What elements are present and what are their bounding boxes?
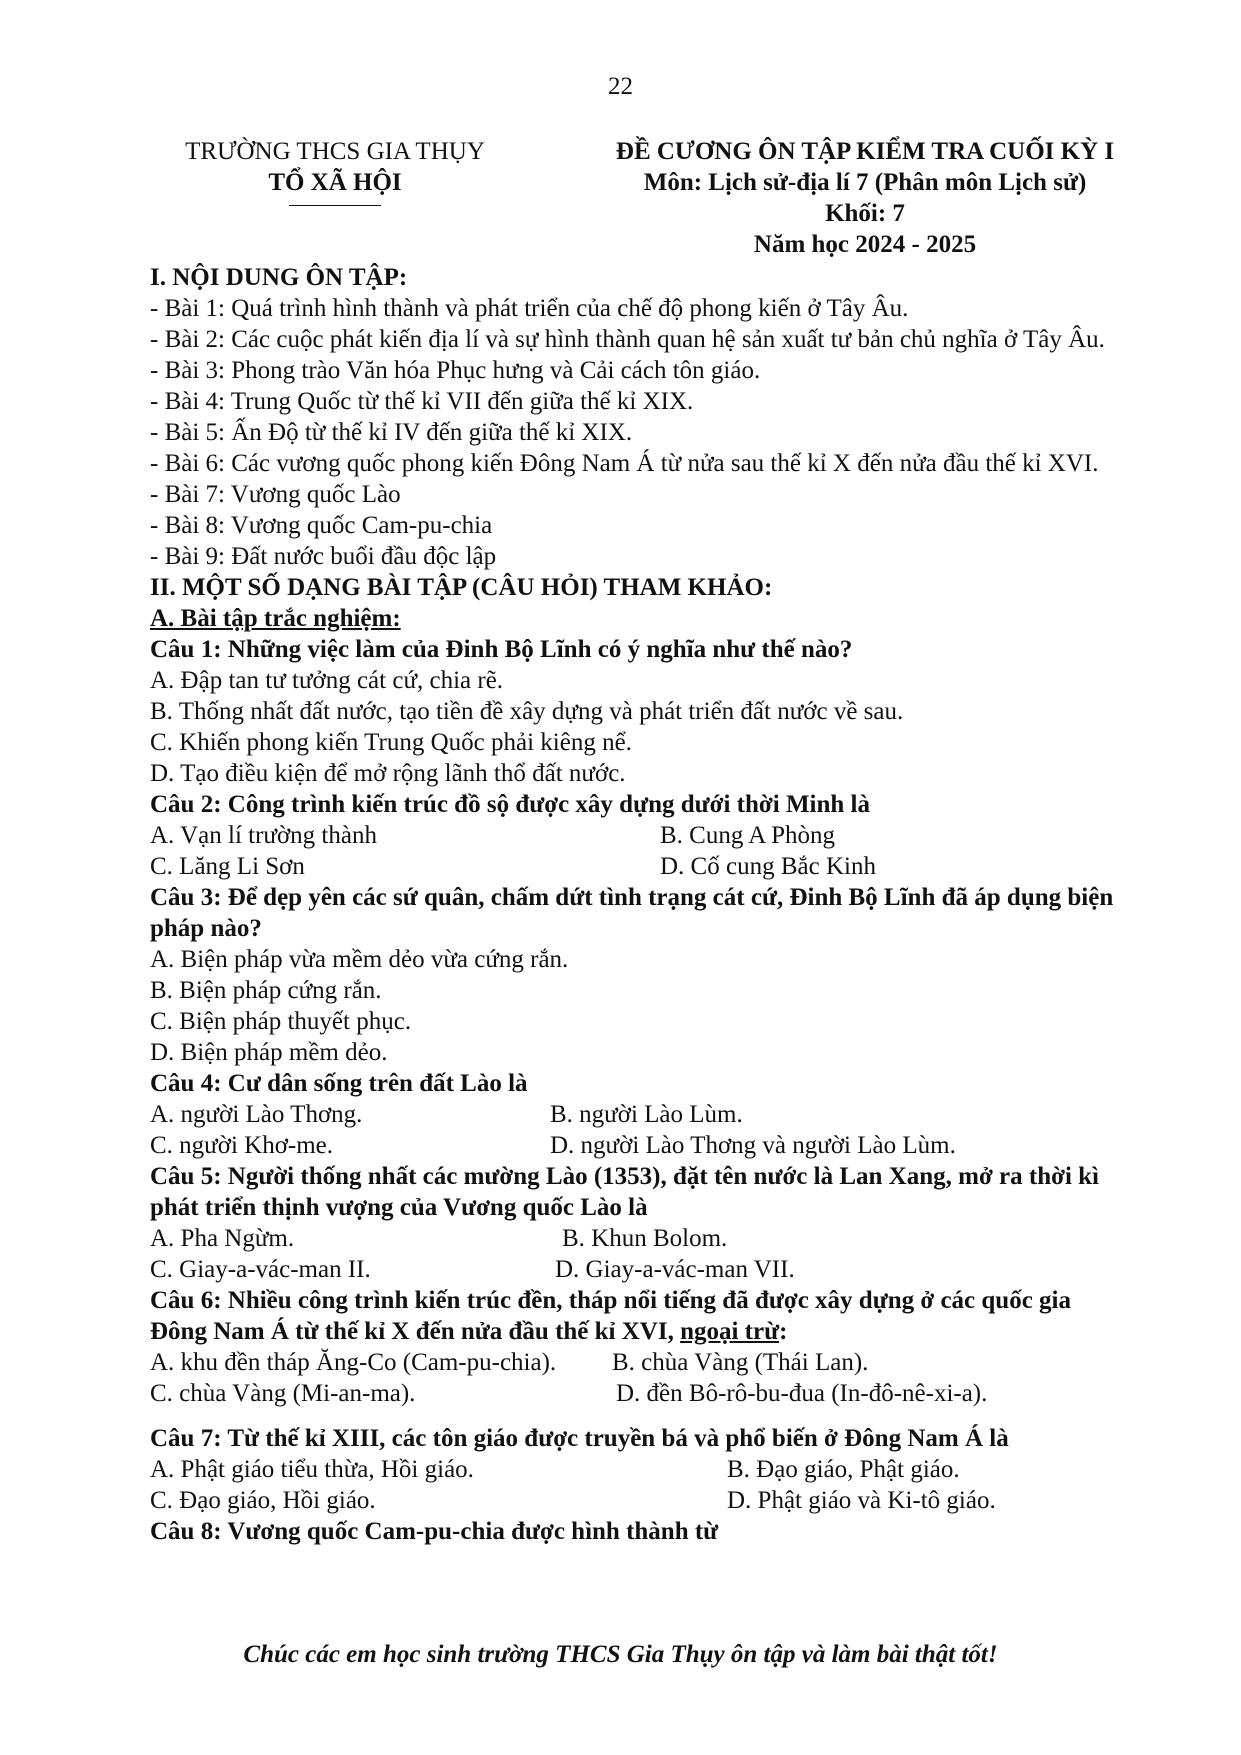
question-text: Câu 4: Cư dân sống trên đất Lào là	[150, 1070, 528, 1097]
school-year: Năm học 2024 - 2025	[753, 231, 977, 258]
answer-option: A. Pha Ngừm.	[150, 1225, 295, 1252]
answer-option: C. Lăng Li Sơn	[150, 853, 305, 880]
answer-row	[150, 1347, 1130, 1378]
question-text: Câu 2: Công trình kiến trúc đồ sộ được xây dựng dưới thời Minh là	[150, 791, 870, 818]
section-heading: I. NỘI DUNG ÔN TẬP:	[150, 264, 408, 291]
question-6-text: Câu 6: Nhiều công trình kiến trúc đền, tháp nổi tiếng đã được xây dựng ở các quốc gia Đông Nam Á từ thế kỉ X đến nửa đầu thế kỉ XVI,	[150, 1287, 1071, 1345]
document-body	[150, 262, 1130, 1547]
answer-option: B. Cung A Phòng	[660, 822, 836, 849]
answer-row	[150, 1485, 1130, 1516]
answer-option: C. Biện pháp thuyết phục.	[150, 1008, 412, 1035]
list-item: - Bài 5: Ấn Độ từ thế kỉ IV đến giữa thế kỉ XIX.	[150, 419, 633, 446]
question-6-colon: :	[779, 1318, 788, 1345]
answer-option: C. Khiến phong kiến Trung Quốc phải kiêng nể.	[150, 729, 632, 756]
answer-row	[150, 1254, 1130, 1285]
department-name: TỔ XÃ HỘI	[268, 169, 402, 196]
page-number: 22	[608, 73, 633, 100]
answer-option: D. đền Bô-rô-bu-đua (In-đô-nê-xi-a).	[616, 1380, 988, 1407]
answer-row	[150, 1099, 1130, 1130]
answer-option: B. Khun Bolom.	[562, 1225, 728, 1252]
answer-option: D. người Lào Thơng và người Lào Lùm.	[550, 1132, 956, 1159]
answer-option: D. Cố cung Bắc Kinh	[660, 853, 876, 880]
answer-option: D. Phật giáo và Ki-tô giáo.	[727, 1487, 996, 1514]
question-text	[150, 1285, 1130, 1347]
subject-line: Môn: Lịch sử-địa lí 7 (Phân môn Lịch sử)	[643, 169, 1087, 196]
list-item: - Bài 3: Phong trào Văn hóa Phục hưng và Cải cách tôn giáo.	[150, 357, 761, 384]
question-text: Câu 3: Để dẹp yên các sứ quân, chấm dứt tình trạng cát cứ, Đinh Bộ Lĩnh đã áp dụng biện pháp nào?	[150, 884, 1114, 942]
answer-option: B. Thống nhất đất nước, tạo tiền đề xây dựng và phát triển đất nước về sau.	[150, 698, 904, 725]
answer-option: C. Đạo giáo, Hồi giáo.	[150, 1487, 376, 1514]
answer-row	[150, 820, 1130, 851]
list-item: - Bài 7: Vương quốc Lào	[150, 481, 401, 508]
answer-option: D. Biện pháp mềm dẻo.	[150, 1039, 388, 1066]
answer-option: A. Vạn lí trường thành	[150, 822, 377, 849]
answer-row	[150, 851, 1130, 882]
answer-option: A. Biện pháp vừa mềm dẻo vừa cứng rắn.	[150, 946, 569, 973]
answer-option: B. người Lào Lùm.	[550, 1101, 743, 1128]
school-name: TRƯỜNG THCS GIA THỤY	[185, 138, 485, 165]
question-text: Câu 5: Người thống nhất các mường Lào (1353), đặt tên nước là Lan Xang, mở ra thời kì phát triển thịnh vượng của Vương quốc Lào là	[150, 1163, 1099, 1221]
question-text: Câu 1: Những việc làm của Đinh Bộ Lĩnh có ý nghĩa như thế nào?	[150, 636, 853, 663]
answer-option: B. Biện pháp cứng rắn.	[150, 977, 382, 1004]
answer-option: B. Đạo giáo, Phật giáo.	[727, 1456, 960, 1483]
answer-option: B. chùa Vàng (Thái Lan).	[612, 1349, 869, 1376]
answer-option: A. Phật giáo tiểu thừa, Hồi giáo.	[150, 1456, 474, 1483]
answer-option: C. chùa Vàng (Mi-an-ma).	[150, 1380, 416, 1407]
answer-option: A. Đập tan tư tưởng cát cứ, chia rẽ.	[150, 667, 504, 694]
document-title: ĐỀ CƯƠNG ÔN TẬP KIỂM TRA CUỐI KỲ I	[615, 138, 1115, 165]
spacer	[150, 1409, 1130, 1423]
answer-row	[150, 1378, 1130, 1409]
list-item: - Bài 4: Trung Quốc từ thế kỉ VII đến giữa thế kỉ XIX.	[150, 388, 694, 415]
answer-option: A. khu đền tháp Ăng-Co (Cam-pu-chia).	[150, 1349, 557, 1376]
question-text: Câu 7: Từ thế kỉ XIII, các tôn giáo được truyền bá và phổ biến ở Đông Nam Á là	[150, 1425, 1009, 1452]
grade-line: Khối: 7	[825, 200, 905, 227]
question-text: Câu 8: Vương quốc Cam-pu-chia được hình thành từ	[150, 1518, 719, 1545]
answer-option: A. người Lào Thơng.	[150, 1101, 363, 1128]
answer-row	[150, 1223, 1130, 1254]
list-item: - Bài 6: Các vương quốc phong kiến Đông Nam Á từ nửa sau thế kỉ X đến nửa đầu thế kỉ XVI.	[150, 450, 1099, 477]
answer-row	[150, 1130, 1130, 1161]
list-item: - Bài 1: Quá trình hình thành và phát triển của chế độ phong kiến ở Tây Âu.	[150, 295, 909, 322]
answer-option: C. Giay-a-vác-man II.	[150, 1256, 371, 1283]
answer-row	[150, 1454, 1130, 1485]
except-keyword: ngoại trừ	[680, 1318, 780, 1345]
header-divider	[289, 205, 381, 206]
answer-option: D. Tạo điều kiện để mở rộng lãnh thổ đất nước.	[150, 760, 626, 787]
section-heading: II. MỘT SỐ DẠNG BÀI TẬP (CÂU HỎI) THAM KHẢO:	[150, 574, 773, 601]
list-item: - Bài 2: Các cuộc phát kiến địa lí và sự hình thành quan hệ sản xuất tư bản chủ nghĩa ở Tây Âu.	[150, 326, 1105, 353]
answer-option: C. người Khơ-me.	[150, 1132, 334, 1159]
list-item: - Bài 9: Đất nước buổi đầu độc lập	[150, 543, 497, 570]
list-item: - Bài 8: Vương quốc Cam-pu-chia	[150, 512, 493, 539]
answer-option: D. Giay-a-vác-man VII.	[555, 1256, 795, 1283]
subsection-heading: A. Bài tập trắc nghiệm:	[150, 605, 401, 632]
footer-message: Chúc các em học sinh trường THCS Gia Thụy ôn tập và làm bài thật tốt!	[243, 1641, 998, 1668]
